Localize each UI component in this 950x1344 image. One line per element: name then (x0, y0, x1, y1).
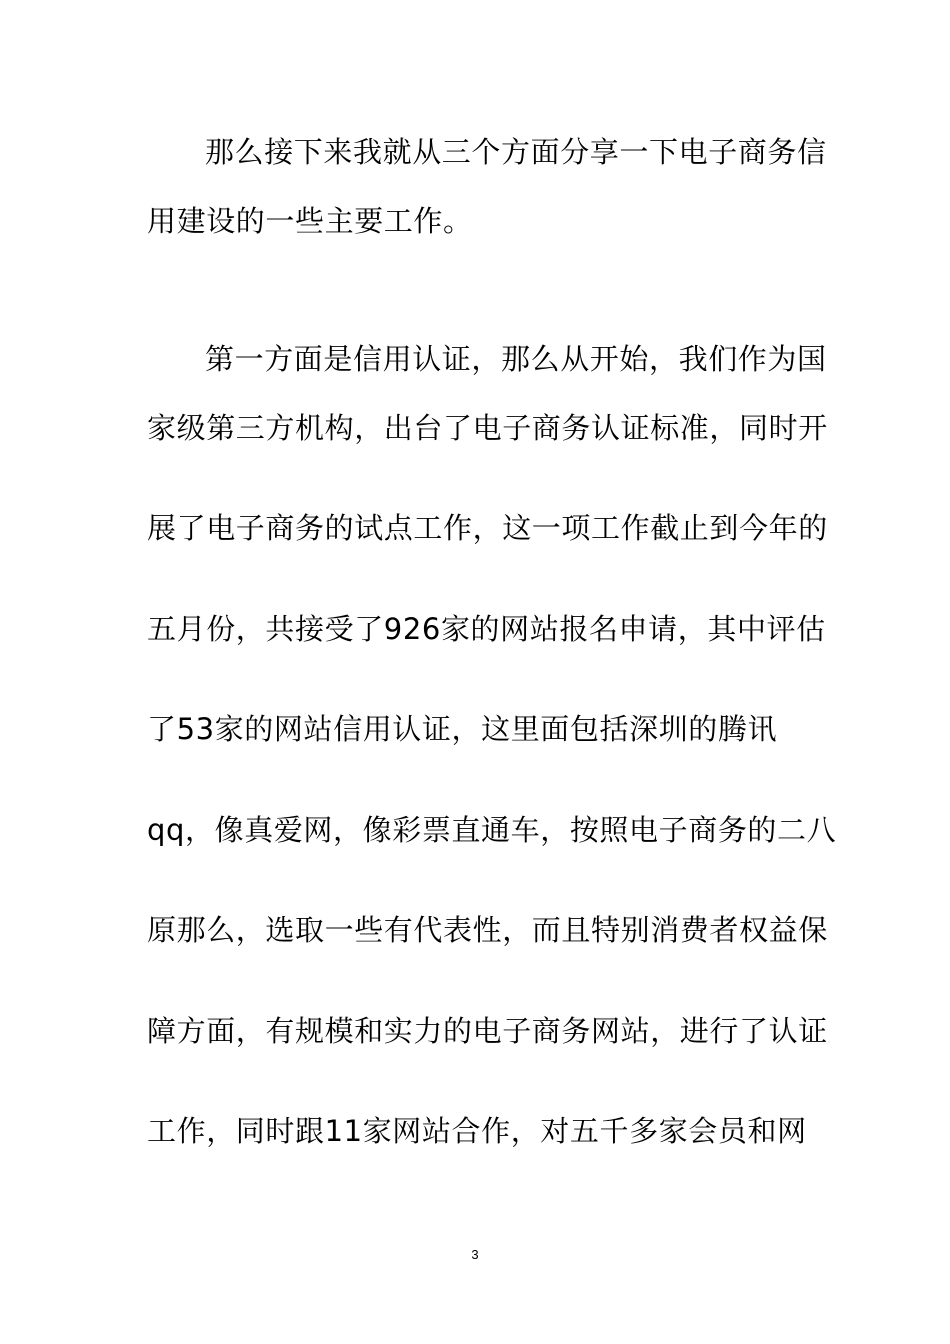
paragraph-1-line-2: 用建设的一些主要工作。 (147, 204, 473, 238)
paragraph-2-line-4: 五月份，共接受了926家的网站报名申请，其中评估 (147, 612, 826, 646)
paragraph-2-line-1: 第一方面是信用认证，那么从开始，我们作为国 (205, 342, 827, 376)
paragraph-2-line-6: qq，像真爱网，像彩票直通车，按照电子商务的二八 (147, 813, 837, 847)
paragraph-2-line-3: 展了电子商务的试点工作，这一项工作截止到今年的 (147, 511, 828, 545)
paragraph-2-line-5: 了53家的网站信用认证，这里面包括深圳的腾讯 (147, 712, 778, 746)
paragraph-2-line-2: 家级第三方机构，出台了电子商务认证标准，同时开 (147, 411, 828, 445)
paragraph-2-line-9: 工作，同时跟11家网站合作，对五千多家会员和网 (147, 1114, 807, 1148)
paragraph-2-line-7: 原那么，选取一些有代表性，而且特别消费者权益保 (147, 913, 828, 947)
paragraph-2-line-8: 障方面，有规模和实力的电子商务网站，进行了认证 (147, 1014, 828, 1048)
page-number: 3 (471, 1247, 479, 1262)
paragraph-1-line-1: 那么接下来我就从三个方面分享一下电子商务信 (205, 135, 827, 169)
